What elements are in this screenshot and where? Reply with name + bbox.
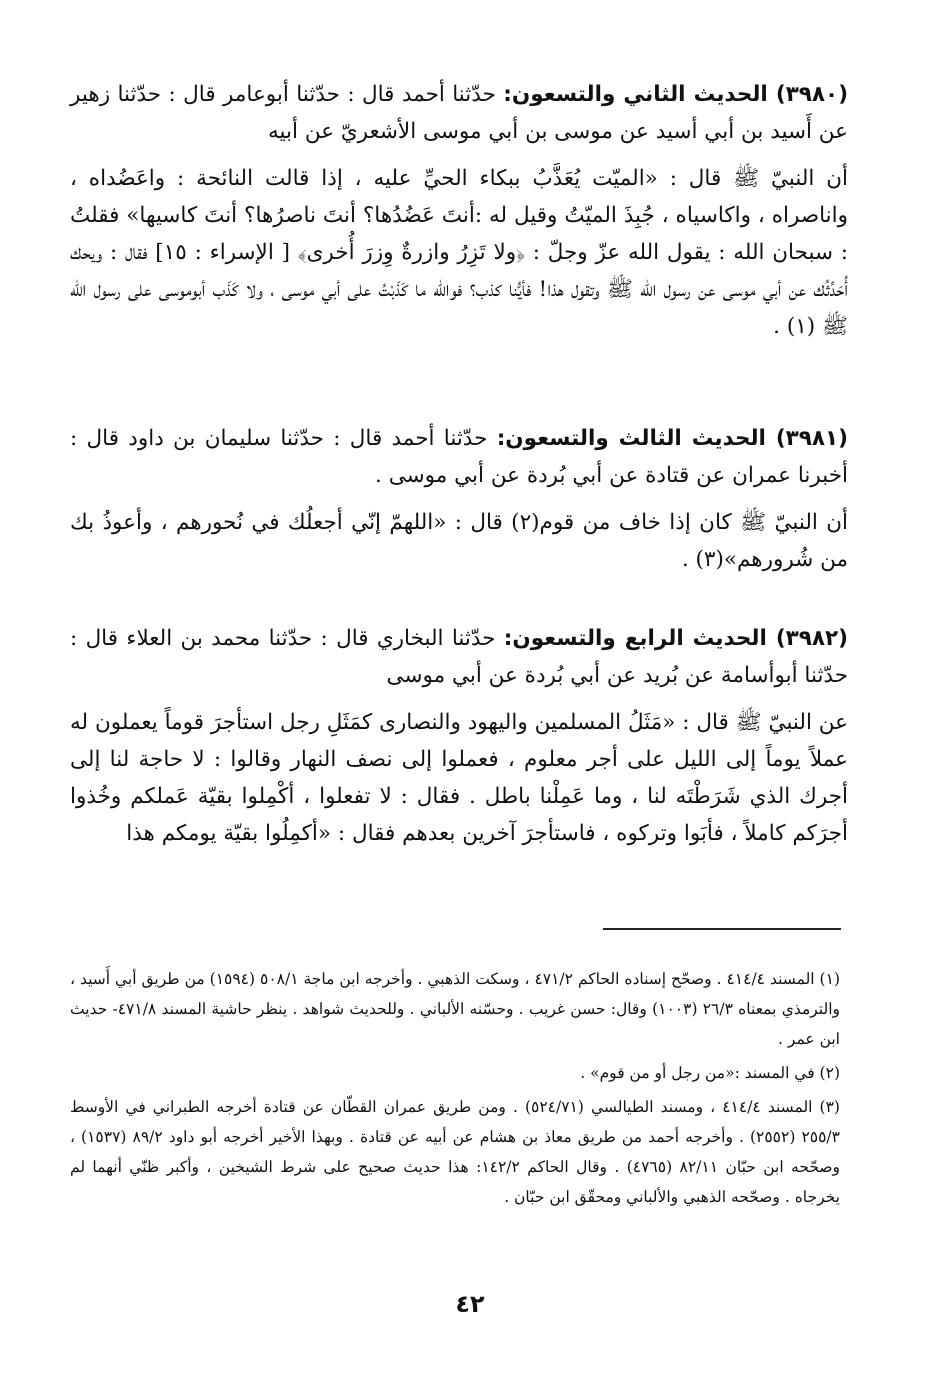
hadith-title: (٣٩٨٠) الحديث الثاني والتسعون:: [503, 82, 849, 107]
hadith-3980: [70, 76, 848, 345]
footnotes: [70, 964, 840, 1216]
hadith-isnad: حدّثنا أحمد قال : حدّثنا أبوعامر قال : حدّثنا زهير عن أَسيد بن أبي أسيد عن موسى بن أبي موسى الأشعريّ عن أبيه: [70, 82, 848, 144]
hadith-title: (٣٩٨١) الحديث الثالث والتسعون:: [496, 426, 848, 451]
hadith-isnad-paragraph: [70, 76, 848, 150]
page-number: ٤٢: [455, 1290, 485, 1318]
footnote-3: (٣) المسند ٤١٤/٤ ، ومسند الطيالسي (٥٢٤/٧١) . ومن طريق عمران القطّان عن قتادة أخرجه الطبراني في الأوسط ٢٥٥/٣ (٢٥٥٢) . وأخرجه أحمد من طريق معاذ بن هشام عن أبيه عن قتادة . وبهذا الأخير أخرجه أبو داود ٨٩/٢ (١٥٣٧) ، وصحّحه ابن حبّان ٨٢/١١ (٤٧٦٥) . وقال الحاكم ١٤٢/٢: هذا حديث صحيح على شرط الشيخين ، وأكبر ظنّي أنهما لم يخرجاه . وصحّحه الذهبي والألباني ومحقّق ابن حبّان .: [70, 1098, 841, 1206]
footnote-2: (٢) في المسند :«من رجل أو من قوم» .: [580, 1064, 840, 1082]
footnote-separator: [603, 928, 841, 930]
hadith-3982: [70, 620, 848, 852]
hadith-title: (٣٩٨٢) الحديث الرابع والتسعون:: [503, 626, 848, 651]
hadith-matn: أن النبيّ ﷺ كان إذا خاف من قوم(٢) قال : «اللهمّ إنّي أجعلُك في نُحورهم ، وأعوذُ بك من شُرورهم»(٣) .: [70, 510, 848, 572]
hadith-3981: [70, 420, 848, 578]
hadith-matn: أن النبيّ ﷺ قال : «الميّت يُعَذَّبُ ببكاء الحيِّ عليه ، إذا قالت النائحة : واعَضُداه ، واناصراه ، واكاسياه ، جُبِذَ الميّتُ وقيل له :أنتَ عَضُدُها؟ أنتَ ناصرُها؟ أنتَ كاسيها» فقلتُ : سبحان الله : يقول الله عزّ وجلّ : ﴿ولا تَزِرُ وازرةٌ وِزرَ أُخرى﴾ [ الإسراء : ١٥] فقال : ويحك أُحَدِّثُك عن أبي موسى عن رسول الله ﷺ وتقول هذا! فأيُّنا كذب؟ فوالله ما كَذَبْتُ على أبي موسى ، ولا كَذَب أبوموسى على رسول الله ﷺ (١) .: [70, 166, 849, 339]
footnote-1: (١) المسند ٤١٤/٤ . وصحّح إسناده الحاكم ٤٧١/٢ ، وسكت الذهبي . وأخرجه ابن ماجة ٥٠٨/١ (١٥٩٤) من طريق أبي أَسيد ، والترمذي بمعناه ٢٦/٣ (١٠٠٣) وقال: حسن غريب . وحسّنه الألباني . وللحديث شواهد . ينظر حاشية المسند ٤٧١/٨- حديث ابن عمر .: [70, 970, 841, 1048]
hadith-isnad: حدّثنا البخاري قال : حدّثنا محمد بن العلاء قال : حدّثنا أبوأسامة عن بُريد عن أبي بُردة عن أبي موسى: [70, 626, 848, 688]
hadith-isnad: حدّثنا أحمد قال : حدّثنا سليمان بن داود قال : أخبرنا عمران عن قتادة عن أبي بُردة عن أبي موسى .: [70, 426, 848, 488]
hadith-matn: عن النبيّ ﷺ قال : «مَثَلُ المسلمين واليهود والنصارى كمَثَلِ رجل استأجرَ قوماً يعملون له عملاً يوماً إلى الليل على أجر معلوم ، فعملوا إلى نصف النهار وقالوا : لا حاجة لنا إلى أجرك الذي شَرَطْتَه لنا ، وما عَمِلْنا باطل . فقال : لا تفعلوا ، أكْمِلوا بقيّة عَملكم وخُذوا أجرَكم كاملاً ، فأبَوا وتركوه ، فاستأجرَ آخرين بعدهم فقال : «أكمِلُوا بقيّة يومكم هذا: [70, 710, 848, 846]
hadith-isnad-paragraph: [70, 620, 848, 694]
hadith-isnad-paragraph: [70, 420, 848, 494]
